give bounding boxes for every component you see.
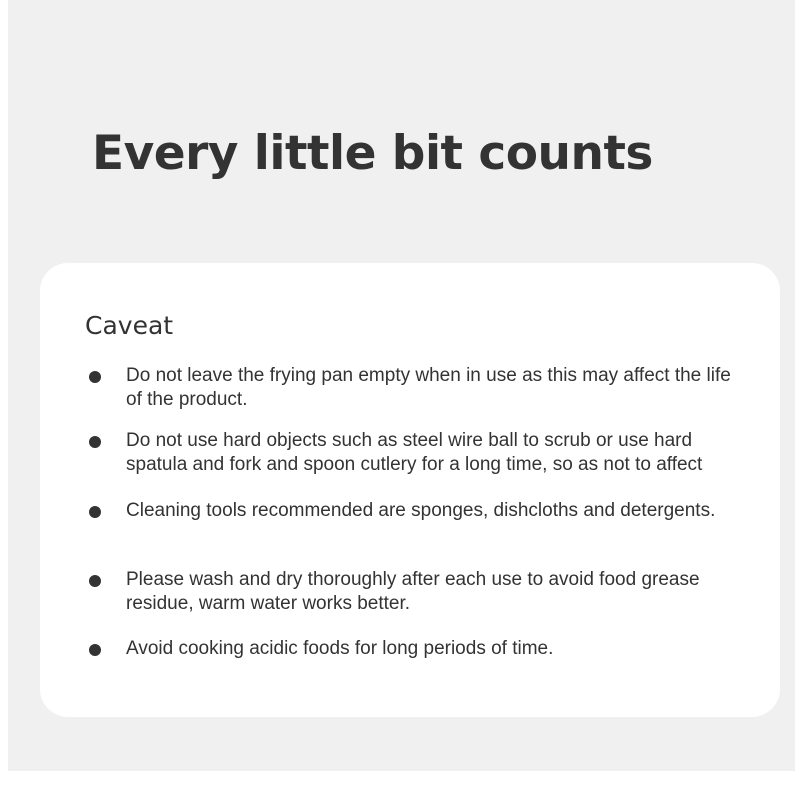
caveat-item-text: Do not use hard objects such as steel wire ball to scrub or use hard spatula and fork and spoon cutlery for a long time, so as not to affect — [126, 430, 703, 475]
background-panel — [8, 0, 795, 771]
caveat-item-text: Avoid cooking acidic foods for long periods of time. — [126, 638, 554, 659]
caveat-item-text: Please wash and dry thoroughly after each use to avoid food grease residue, warm water works better. — [126, 569, 700, 614]
caveat-card — [40, 263, 780, 717]
bullet-icon — [89, 575, 101, 587]
bullet-icon — [89, 644, 101, 656]
page-headline: Every little bit counts — [92, 126, 653, 181]
bullet-icon — [89, 506, 101, 518]
caveat-item-text: Cleaning tools recommended are sponges, dishcloths and detergents. — [126, 500, 716, 521]
bullet-icon — [89, 436, 101, 448]
caveat-item-text: Do not leave the frying pan empty when in use as this may affect the life of the product. — [126, 365, 731, 410]
bullet-icon — [89, 371, 101, 383]
caveat-title: Caveat — [85, 311, 174, 340]
